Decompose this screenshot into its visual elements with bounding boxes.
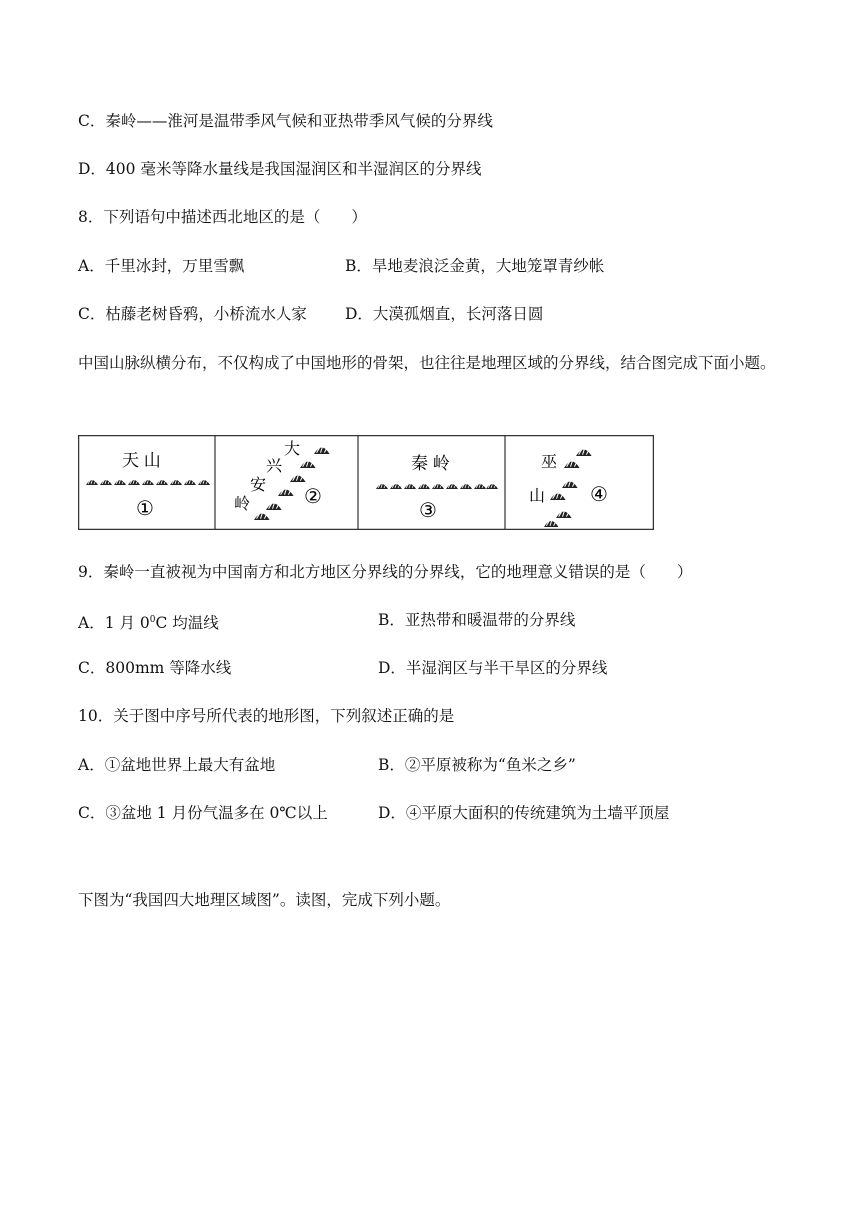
panel-2-daxinganling bbox=[234, 440, 330, 520]
q10-stem: 10．关于图中序号所代表的地形图，下列叙述正确的是 bbox=[78, 707, 455, 725]
q8-option-c: C．枯藤老树昏鸦，小桥流水人家 bbox=[78, 305, 307, 323]
q8-stem: 8．下列语句中描述西北地区的是（ ） bbox=[78, 208, 367, 226]
q8-option-b: B．旱地麦浪泛金黄，大地笼罩青纱帐 bbox=[345, 257, 605, 275]
panel-3-qinling bbox=[376, 454, 498, 522]
q9-option-b: B．亚热带和暖温带的分界线 bbox=[378, 611, 576, 629]
panel-3-label: 秦 岭 bbox=[411, 454, 450, 473]
superscript-zero: 0 bbox=[149, 615, 156, 625]
q10-option-c: C．③盆地 1 月份气温多在 0℃以上 bbox=[78, 804, 328, 822]
panel-2-label-char: 大 bbox=[284, 441, 301, 458]
panel-2-number: ② bbox=[304, 484, 322, 508]
panel-4-label-char: 巫 bbox=[541, 454, 558, 471]
next-passage-intro: 下图为“我国四大地理区域图”。读图，完成下列小题。 bbox=[78, 891, 451, 909]
passage-intro: 中国山脉纵横分布，不仅构成了中国地形的骨架，也往往是地理区域的分界线，结合图完成下面小题。 bbox=[78, 354, 776, 372]
panel-2-label-char: 安 bbox=[250, 477, 267, 494]
q9-option-d: D．半湿润区与半干旱区的分界线 bbox=[378, 659, 608, 677]
q9-option-a: A．1 月 $0^0C$ 均温线 bbox=[78, 614, 219, 632]
mountain-figure bbox=[78, 435, 654, 530]
q9-stem: 9．秦岭一直被视为中国南方和北方地区分界线的分界线，它的地理意义错误的是（ ） bbox=[78, 563, 693, 581]
panel-1-tianshan bbox=[86, 451, 210, 520]
q7-option-c: C．秦岭——淮河是温带季风气候和亚热带季风气候的分界线 bbox=[78, 112, 493, 130]
panel-2-label-char: 岭 bbox=[234, 496, 251, 513]
panel-2-label-char: 兴 bbox=[266, 458, 283, 475]
mountain-range-icon bbox=[376, 482, 498, 489]
panel-3-number: ③ bbox=[419, 498, 437, 522]
q10-option-a: A．①盆地世界上最大有盆地 bbox=[78, 756, 276, 774]
q10-option-b: B．②平原被称为“鱼米之乡” bbox=[378, 756, 576, 774]
q9-option-c: C．800mm 等降水线 bbox=[78, 659, 232, 677]
panel-1-label: 天 山 bbox=[122, 451, 161, 470]
q8-option-a: A．千里冰封，万里雪飘 bbox=[78, 257, 245, 275]
mountain-range-icon bbox=[86, 478, 210, 485]
panel-1-number: ① bbox=[136, 496, 154, 520]
panel-4-wushan bbox=[529, 447, 608, 527]
panel-4-label-char: 山 bbox=[529, 488, 546, 505]
q8-option-d: D．大漠孤烟直，长河落日圆 bbox=[345, 305, 544, 323]
q10-option-d: D．④平原大面积的传统建筑为土墙平顶屋 bbox=[378, 804, 670, 822]
q7-option-d: D．400 毫米等降水量线是我国湿润区和半湿润区的分界线 bbox=[78, 160, 482, 178]
panel-4-number: ④ bbox=[590, 482, 608, 506]
